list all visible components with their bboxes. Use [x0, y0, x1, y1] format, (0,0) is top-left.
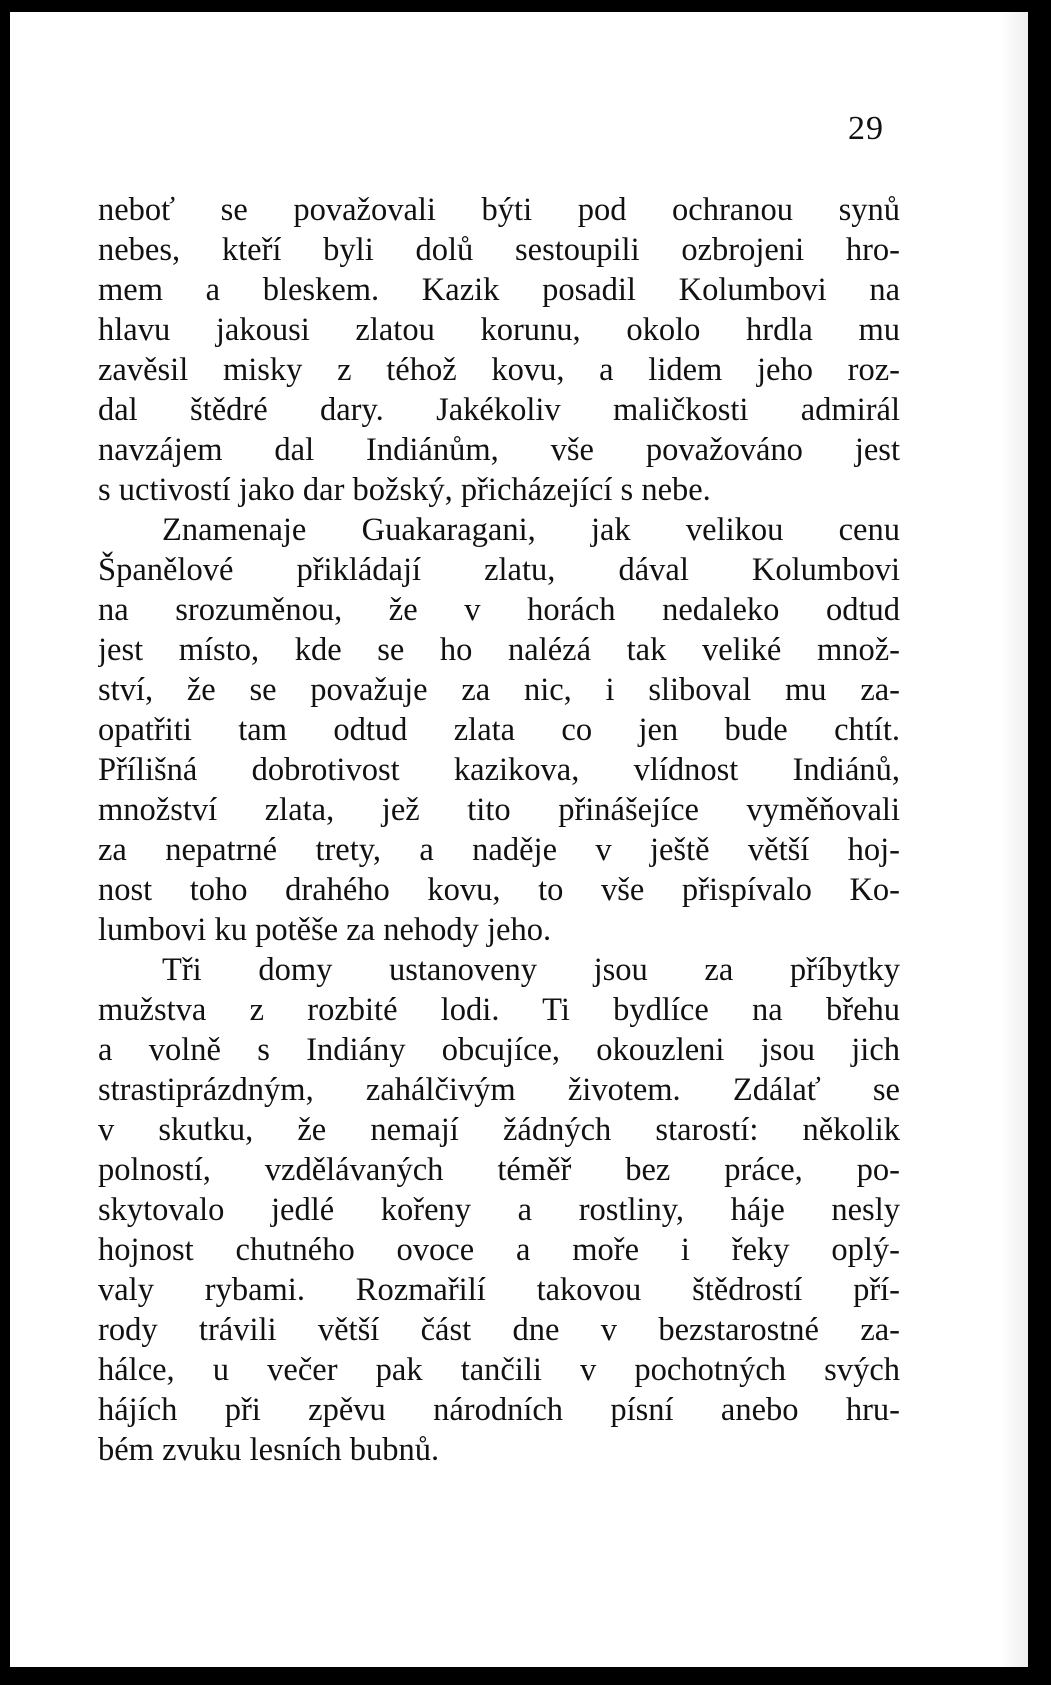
text-line: hojnost chutného ovoce a moře i řeky oplý- [98, 1232, 900, 1268]
text-line: rody trávili větší část dne v bezstarostné za- [98, 1312, 900, 1348]
text-line: skytovalo jedlé kořeny a rostliny, háje nesly [98, 1192, 900, 1228]
text-line: mem a bleskem. Kazik posadil Kolumbovi na [98, 272, 900, 308]
page-edge-shading [1000, 12, 1028, 1667]
text-line: lumbovi ku potěše za nehody jeho. [98, 912, 552, 948]
book-page [10, 12, 1028, 1667]
text-line: polností, vzdělávaných téměř bez práce, po- [98, 1152, 900, 1188]
text-line: za nepatrné trety, a naděje v ještě větší hoj- [98, 832, 900, 868]
text-line: Přílišná dobrotivost kazikova, vlídnost Indiánů, [98, 752, 900, 788]
text-line: hlavu jakousi zlatou korunu, okolo hrdla mu [98, 312, 900, 348]
text-line: Znamenaje Guakaragani, jak velikou cenu [162, 512, 900, 548]
text-line: jest místo, kde se ho nalézá tak veliké množ- [98, 632, 900, 668]
text-line: valy rybami. Rozmařilí takovou štědrostí pří- [98, 1272, 900, 1308]
text-line: ství, že se považuje za nic, i sliboval mu za- [98, 672, 900, 708]
text-line: mužstva z rozbité lodi. Ti bydlíce na břehu [98, 992, 900, 1028]
text-line: opatřiti tam odtud zlata co jen bude chtít. [98, 712, 900, 748]
text-line: a volně s Indiány obcujíce, okouzleni jsou jich [98, 1032, 900, 1068]
page-number: 29 [848, 110, 884, 147]
text-line: množství zlata, jež tito přinášejíce vyměňovali [98, 792, 900, 828]
text-line: dal štědré dary. Jakékoliv maličkosti admirál [98, 392, 900, 428]
text-line: na srozuměnou, že v horách nedaleko odtud [98, 592, 900, 628]
text-line: navzájem dal Indiánům, vše považováno jest [98, 432, 900, 468]
text-line: hálce, u večer pak tančili v pochotných svých [98, 1352, 900, 1388]
text-line: Španělové přikládají zlatu, dával Kolumbovi [98, 552, 900, 588]
text-line: s uctivostí jako dar božský, přicházející s nebe. [98, 472, 711, 508]
text-line: hájích při zpěvu národních písní anebo hru- [98, 1392, 900, 1428]
text-line: bém zvuku lesních bubnů. [98, 1432, 440, 1468]
text-line: zavěsil misky z téhož kovu, a lidem jeho roz- [98, 352, 900, 388]
text-line: neboť se považovali býti pod ochranou synů [98, 192, 900, 228]
text-line: strastiprázdným, zahálčivým životem. Zdálať se [98, 1072, 900, 1108]
text-line: v skutku, že nemají žádných starostí: několik [98, 1112, 900, 1148]
text-line: nost toho drahého kovu, to vše přispívalo Ko- [98, 872, 900, 908]
body-text [98, 190, 900, 1470]
text-line: nebes, kteří byli dolů sestoupili ozbrojeni hro- [98, 232, 900, 268]
text-line: Tři domy ustanoveny jsou za příbytky [162, 952, 900, 988]
